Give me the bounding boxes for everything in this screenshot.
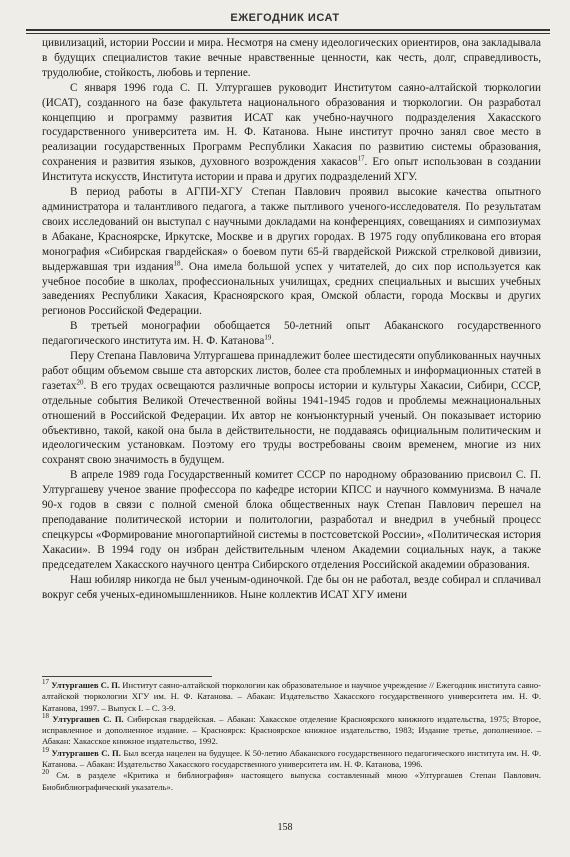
- footnotes: [42, 680, 541, 793]
- footnote: [42, 770, 541, 793]
- footnote-author: Ултургашев С. П.: [51, 747, 121, 758]
- header-rule-thin: [26, 33, 550, 34]
- footnote-text: Был всегда нацелен на будущее. К 50-летию Абаканского государственного педагогического института им. Н. Ф. Катанова. – Абакан: Издательство Хакасского государственного университета им. Н. Ф. Катанова, 1996.: [42, 747, 541, 770]
- paragraph: С января 1996 года С. П. Ултургашев руководит Институтом саяно-алтайской тюркологии (ИСАТ), созданного на базе факультета национального образования и тюркологии. Он разработал концепцию и программу развития ИСАТ как учебно-научного подразделения Хакасского государственного университета им. Н. Ф. Катанова. Ныне институт прочно занял свое место в реализации государственных Программ Республики Хакасия по развитию системы образования, сохранения и развития языков, духовного возрождения хакасов$^{17}$. Его опыт использован в создании Института искусств, Института истории и права и других подразделений ХГУ.: [42, 81, 541, 184]
- footnote-author: Ултургашев С. П.: [51, 680, 121, 690]
- footnote-text: См. в разделе «Критика и библиография» настоящего выпуска составленный мною «Ултургашев Степан Павлович. Биобиблиографический указатель».: [42, 770, 541, 792]
- running-header-title: ЕЖЕГОДНИК ИСАТ: [230, 12, 340, 24]
- footnote-text: Сибирская гвардейская. – Абакан: Хакасское отделение Красноярского книжного издательства, 1975; Второе, исправленное и дополненное издание. – Красноярск: Красноярское книжное издательство, 1983; Издание третье, дополненное. – Абакан: Хакасское книжное издательство, 1992.: [42, 713, 541, 747]
- paragraph: Наш юбиляр никогда не был ученым-одиночкой. Где бы он не работал, везде собирал и сплачивал вокруг себя ученых-единомышленников. Ныне коллектив ИСАТ ХГУ имени: [42, 573, 541, 601]
- footnote-text: Институт саяно-алтайской тюркологии как образовательное и научное учреждение // Ежегодник института саяно-алтайской тюркологии ХГУ им. Н. Ф. Катанова. – Абакан: Издательство Хакасского государственного университета им. Н. Ф. Катанова, 1997. – Выпуск I. – С. 3-9.: [42, 680, 541, 713]
- footnote-number: 19: [42, 745, 49, 754]
- footnote-separator: [42, 676, 212, 677]
- header-rule-thick: [26, 29, 550, 31]
- paragraph: В апреле 1989 года Государственный комитет СССР по народному образованию присвоил С. П. Ултургашеву ученое звание профессора по кафедре истории КПСС и научного коммунизма. В начале 90-х годов в связи с полной сменой блока общественных наук Степан Павлович перешел на преподавание политической истории и политологии, разработал и внедрил в учебный процесс спецкурсы «Формирование многопартийной системы в постсоветской России», «Политическая история Хакасии». В 1994 году он избран действительным членом Академии социальных наук, а также председателем Хакасского научного центра Сибирского отделения Российской академии образования.: [42, 469, 541, 571]
- footnote-author: Ултургашев С. П.: [52, 713, 124, 724]
- footnote-ref[interactable]: 17: [357, 154, 365, 163]
- footnote-ref[interactable]: 19: [264, 333, 272, 342]
- footnote-ref[interactable]: 20: [76, 378, 84, 387]
- paragraph: В период работы в АГПИ-ХГУ Степан Павлович проявил высокие качества опытного администратора и талантливого педагога, а также пытливого ученого-исследователя. По результатам своих исследований он выступал с научными докладами на конференциях, совещаниях и симпозиумах в Абакане, Красноярске, Иркутске, Москве и в других городах. В 1975 году опубликована его вторая монография «Сибирская гвардейская» о боевом пути 65-й гвардейской Рижской стрелковой дивизии, выдержавшая три издания$^{18}$. Она имела большой успех у читателей, до сих пор используется как учебное пособие в школах, профессиональных училищах, средних специальных и высших учебных заведениях Республики Хакасия, Красноярского края, Омской области, города Москвы и других регионов Российской Федерации.: [42, 186, 541, 318]
- footnote-ref[interactable]: 18: [173, 258, 181, 267]
- paragraph: цивилизаций, истории России и мира. Несмотря на смену идеологических ориентиров, она закладывала в будущих специалистов такие вечные нравственные ценности, как честь, долг, справедливость, трудолюбие, стойкость, любовь и терпение.: [42, 37, 541, 79]
- footnote: [42, 714, 541, 748]
- paragraph: Перу Степана Павловича Ултургашева принадлежит более шестидесяти опубликованных научных работ общим объемом свыше ста авторских листов, более ста проблемных и информационных статей в газетах$^{20}$. В его трудах освещаются различные вопросы истории и культуры Хакасии, Сибири, СССР, отдельные события Великой Отечественной войны 1941-1945 годов и проблемы межнациональных отношений в Российской Федерации. Их автор не конъюнктурный ученый. Он показывает историю объективно, такой, какой она была в действительности, не поддаваясь официальным политическим и идеологическим установкам. Поэтому его труды востребованы своим временем, многие из них сохранят свою значимость в будущем.: [42, 350, 541, 467]
- footnote-number: 17: [42, 678, 49, 687]
- footnote-number: 18: [42, 712, 49, 721]
- footnote: [42, 745, 541, 771]
- page-number: 158: [277, 822, 293, 833]
- footnote-number: 20: [42, 768, 49, 777]
- paragraph: В третьей монографии обобщается 50-летний опыт Абаканского государственного педагогического института им. Н. Ф. Катанова$^{19}$.: [42, 320, 541, 348]
- body-text: [42, 36, 541, 602]
- footnote: [42, 680, 541, 714]
